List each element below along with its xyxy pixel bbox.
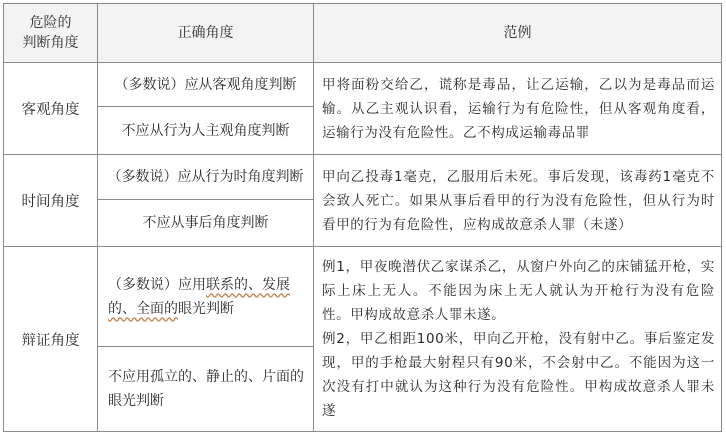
header-judgment-angle — [4, 4, 98, 63]
example-temporal — [314, 155, 722, 247]
table-row — [4, 155, 722, 200]
correct-view-objective: （多数说）应从客观角度判断 — [98, 63, 314, 107]
header-judgment-angle-line1: 危险的 — [29, 15, 72, 31]
correct-view-dialectical-emphasis: 联系的、发展的、全面的 — [108, 276, 290, 317]
example-dialectical — [314, 247, 722, 432]
table-row — [4, 247, 722, 347]
table-row — [4, 63, 722, 107]
example-objective-text: 甲将面粉交给乙，谎称是毒品，让乙运输，乙以为是毒品而运输。从乙主观认识看，运输行为有危险性，但从客观角度看，运输行为没有危险性。乙不构成运输毒品罪 — [322, 76, 715, 141]
correct-view-temporal: （多数说）应从行为时角度判断 — [98, 155, 314, 200]
correct-view-dialectical-prefix: （多数说）应用 — [108, 276, 206, 293]
example-dialectical-1: 例1，甲夜晚潜伏乙家谋杀乙，从窗户外向乙的床铺猛开枪，实际上床上无人。不能因为床上无人就认为开枪行为没有危险性。甲构成故意杀人罪未遂。 — [322, 259, 715, 323]
correct-view-dialectical-suffix: 眼光判断 — [178, 300, 234, 317]
category-dialectical: 辩证角度 — [4, 247, 98, 432]
category-temporal: 时间角度 — [4, 155, 98, 247]
incorrect-view-temporal: 不应从事后角度判断 — [98, 200, 314, 247]
header-judgment-angle-line2: 判断角度 — [22, 35, 79, 51]
header-example: 范例 — [314, 4, 722, 63]
example-temporal-text: 甲向乙投毒1毫克，乙服用后未死。事后发现，该毒药1毫克不会致人死亡。如果从事后看甲的行为没有危险性，但从行为时看甲的行为有危险性，应构成故意杀人罪（未遂） — [322, 168, 715, 233]
correct-view-dialectical — [98, 247, 314, 347]
incorrect-view-objective: 不应从行为人主观角度判断 — [98, 107, 314, 155]
header-correct-angle: 正确角度 — [98, 4, 314, 63]
example-dialectical-2: 例2，甲乙相距100米，甲向乙开枪，没有射中乙。事后鉴定发现，甲的手枪最大射程只有90米，不会射中乙。不能因为这一次没有打中就认为这种行为没有危险性。甲构成故意杀人罪未遂 — [322, 331, 715, 419]
category-objective: 客观角度 — [4, 63, 98, 155]
header-row — [4, 4, 722, 63]
example-objective — [314, 63, 722, 155]
incorrect-view-dialectical: 不应用孤立的、静止的、片面的眼光判断 — [98, 347, 314, 432]
danger-judgment-table — [3, 3, 722, 432]
